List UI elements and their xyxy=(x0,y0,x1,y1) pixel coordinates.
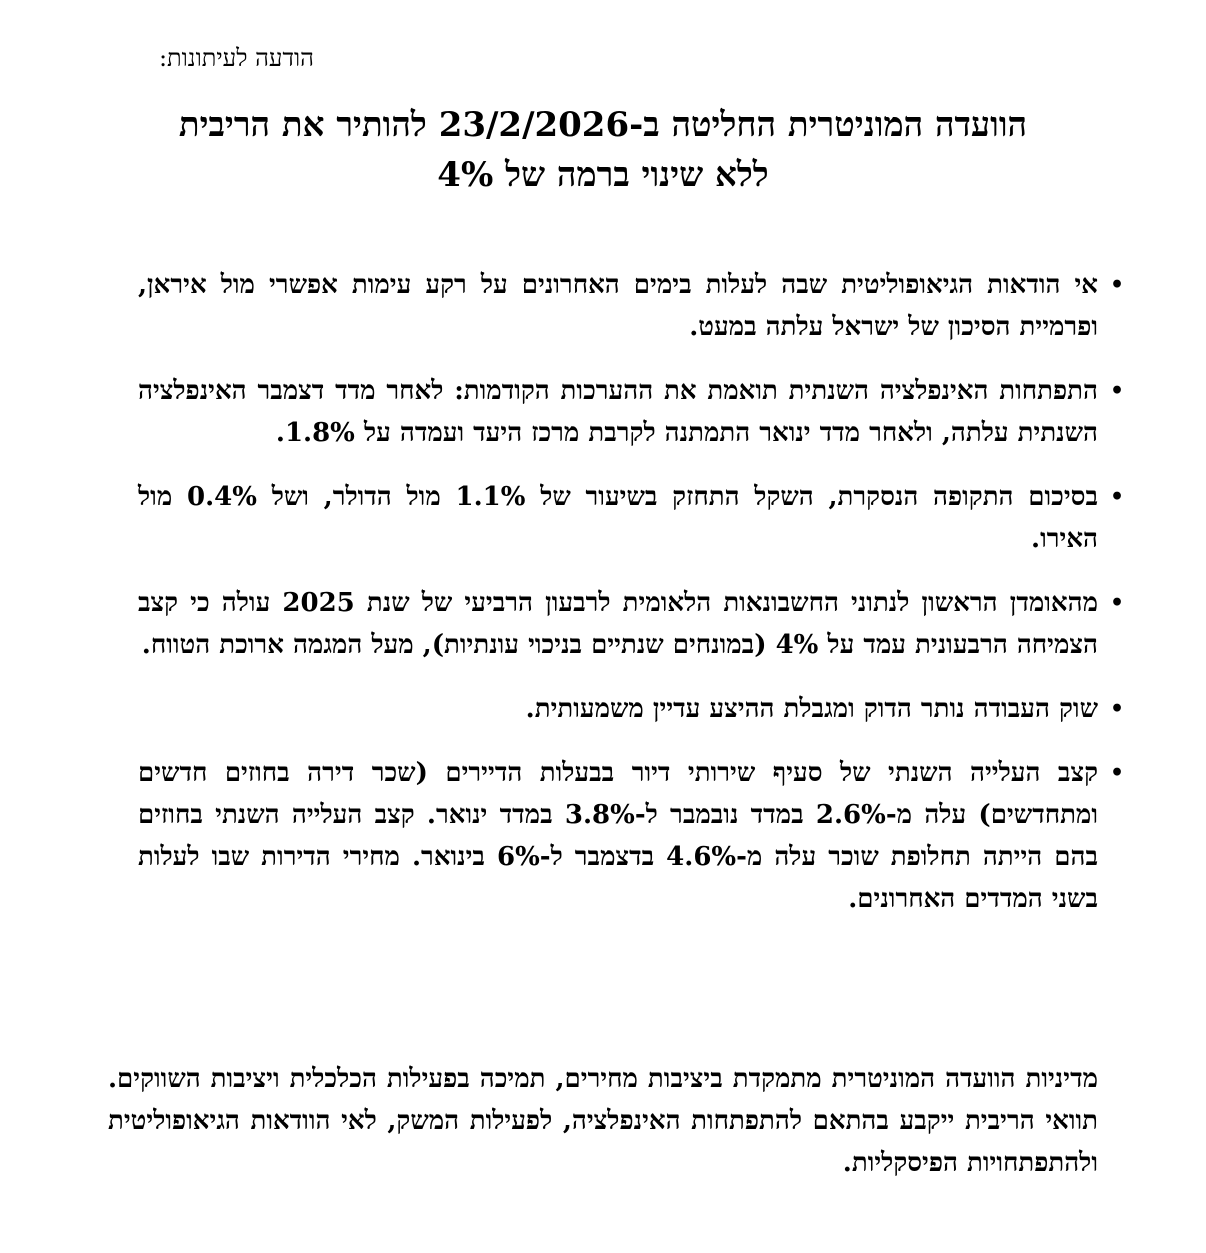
bullet-icon: • xyxy=(1109,484,1124,510)
headline xyxy=(100,100,1106,200)
press-release-label: הודעה לעיתונות: xyxy=(158,44,314,72)
bullet-icon: • xyxy=(1109,378,1124,404)
key-point-text: קצב העלייה השנתי של סעיף שירותי דיור בבעלות הדיירים (שכר דירה בחוזים חדשים ומתחדשים) עלה מ-2.6% במדד נובמבר ל-3.8% במדד ינואר. קצב העלייה השנתי בחוזים בהם הייתה תחלופת שוכר עלה מ-4.6% בדצמבר ל-6% בינואר. מחירי הדירות שבו לעלות בשני המדדים האחרונים. xyxy=(138,758,1099,914)
key-point-item xyxy=(138,370,1128,454)
key-point-item xyxy=(138,688,1128,730)
key-point-text: אי הודאות הגיאופוליטית שבה לעלות בימים האחרונים על רקע עימות אפשרי מול איראן, ופרמיית הסיכון של ישראל עלתה במעט. xyxy=(138,270,1098,342)
bullet-icon: • xyxy=(1109,590,1124,616)
headline-line-2: ללא שינוי ברמה של 4% xyxy=(437,155,769,195)
policy-statement-paragraph: מדיניות הוועדה המוניטרית מתמקדת ביציבות מחירים, תמיכה בפעילות הכלכלית ויציבות השווקים. תוואי הריבית ייקבע בהתאם להתפתחות האינפלציה, לפעילות המשק, לאי הוודאות הגיאופוליטית ולהתפתחויות הפיסקליות. xyxy=(108,1064,1098,1178)
key-point-item xyxy=(138,476,1128,560)
key-point-item xyxy=(138,582,1128,666)
key-point-text: שוק העבודה נותר הדוק ומגבלת ההיצע עדיין משמעותית. xyxy=(525,694,1098,724)
key-point-item xyxy=(138,752,1128,920)
bullet-icon: • xyxy=(1109,272,1124,298)
key-point-text: מהאומדן הראשון לנתוני החשבונאות הלאומית לרבעון הרביעי של שנת 2025 עולה כי קצב הצמיחה הרבעונית עמד על 4% (במונחים שנתיים בניכוי עונתיות), מעל המגמה ארוכת הטווח. xyxy=(138,588,1098,660)
headline-line-1: הוועדה המוניטרית החליטה ב-23/2/2026 להותיר את הריבית xyxy=(178,105,1028,145)
key-points-list xyxy=(138,264,1128,942)
bullet-icon: • xyxy=(1109,696,1124,722)
bullet-icon: • xyxy=(1109,760,1124,786)
key-point-text: התפתחות האינפלציה השנתית תואמת את ההערכות הקודמות: לאחר מדד דצמבר האינפלציה השנתית עלתה, ולאחר מדד ינואר התמתנה לקרבת מרכז היעד ועמדה על 1.8%. xyxy=(138,376,1098,448)
key-point-text: בסיכום התקופה הנסקרת, השקל התחזק בשיעור של 1.1% מול הדולר, ושל 0.4% מול האירו. xyxy=(138,482,1098,554)
key-point-item xyxy=(138,264,1128,348)
